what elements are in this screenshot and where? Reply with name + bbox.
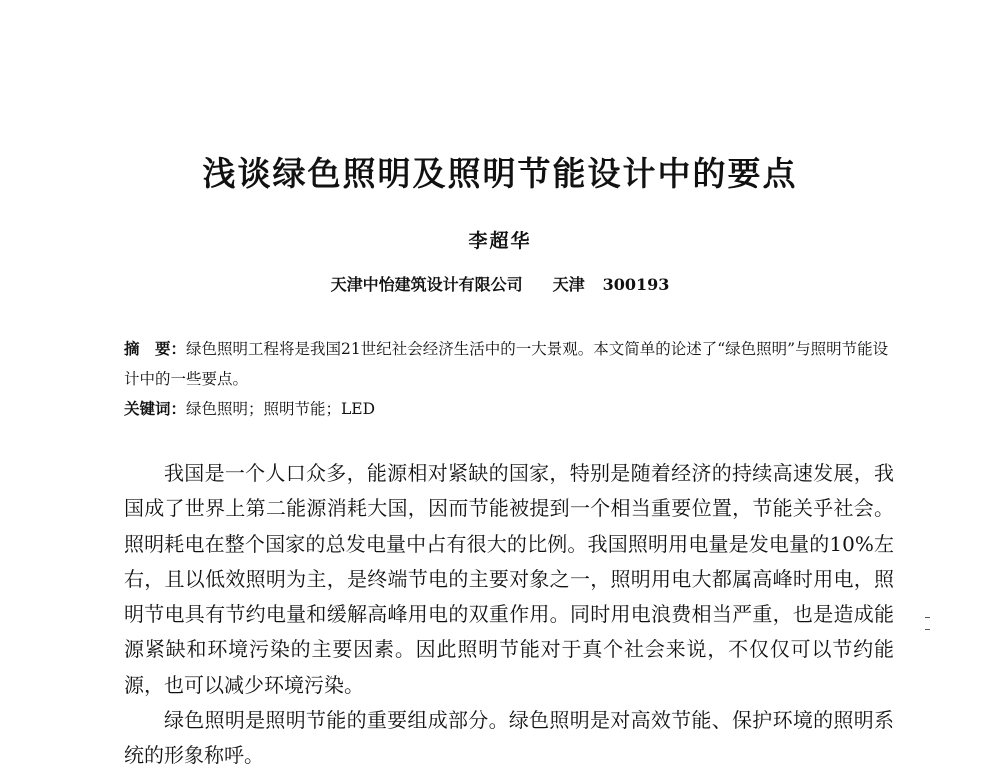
abstract-text: 绿色照明工程将是我国21世纪社会经济生活中的一大景观。本文简单的论述了“绿色照明”与照明节能设计中的一些要点。	[124, 340, 889, 388]
keywords-label: 关键词：	[124, 399, 187, 418]
body-text	[124, 456, 894, 774]
body-paragraph-2: 绿色照明是照明节能的重要组成部分。绿色照明是对高效节能、保护环境的照明系统的形象称呼。	[124, 708, 894, 768]
keywords-text: 绿色照明；照明节能；LED	[186, 400, 376, 418]
affiliation-city: 天津	[552, 275, 585, 294]
margin-mark	[925, 629, 930, 630]
abstract-block	[124, 334, 894, 424]
author-name: 李超华	[468, 230, 532, 252]
body-paragraph-1: 我国是一个人口众多，能源相对紧缺的国家，特别是随着经济的持续高速发展，我国成了世界上第二能源消耗大国，因而节能被提到一个相当重要位置，节能关乎社会。照明耗电在整个国家的总发电量中占有很大的比例。我国照明用电量是发电量的10%左右，且以低效照明为主，是终端节电的主要对象之一，照明用电大都属高峰时用电，照明节电具有节约电量和缓解高峰用电的双重作用。同时用电浪费相当严重，也是造成能源紧缺和环境污染的主要因素。因此照明节能对于真个社会来说，不仅仅可以节约能源，也可以减少环境污染。	[124, 461, 894, 697]
affiliation-postal-code: 300193	[602, 275, 670, 294]
keywords-line	[124, 394, 894, 424]
affiliation-organization: 天津中怡建筑设计有限公司	[330, 275, 523, 294]
paper-title: 浅谈绿色照明及照明节能设计中的要点	[202, 154, 798, 193]
margin-mark	[925, 617, 930, 618]
abstract-line	[124, 334, 894, 394]
abstract-label: 摘 要：	[124, 339, 187, 358]
affiliation-line	[0, 272, 1000, 295]
